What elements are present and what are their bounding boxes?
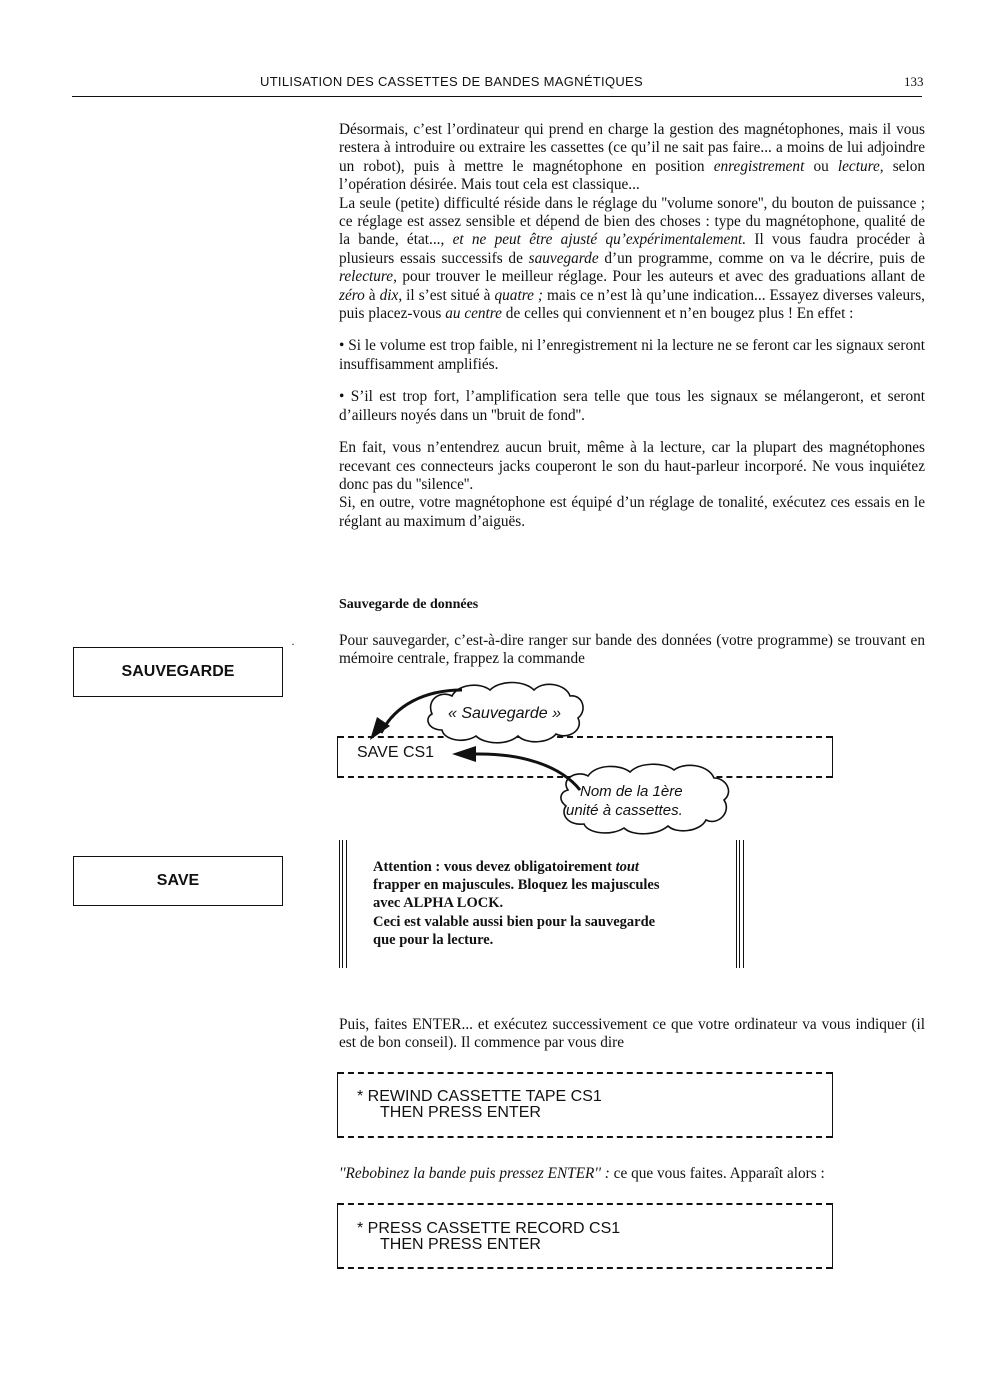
screen2-line1: * PRESS CASSETTE RECORD CS1 [357, 1220, 621, 1237]
warning-text: Attention : vous devez obligatoirement tout frapper en majuscules. Bloquez les majuscules avec ALPHA LOCK. Ceci est valable aussi bien pour la sauvegarde que pour la lecture. [373, 859, 660, 948]
sidebar-box-save: SAVE [73, 856, 283, 906]
intro-paragraph-3: En fait, vous n’entendrez aucun bruit, même à la lecture, car la plupart des magnétophones recevant ces connecteurs jacks couperont le son du haut-parleur incorporé. Ne vous inquiétez donc pas du ''silence''. [339, 439, 925, 493]
warning-right-bar [736, 840, 744, 968]
screen1-line1: * REWIND CASSETTE TAPE CS1 [357, 1088, 602, 1105]
arrowhead-1 [370, 717, 390, 740]
screen2-line2: THEN PRESS ENTER [380, 1236, 541, 1253]
page-number: 133 [904, 74, 924, 89]
intro-paragraph-4: Si, en outre, votre magnétophone est équipé d’un réglage de tonalité, exécutez ces essais en le réglant au maximum d’aiguës. [339, 494, 925, 530]
intro-paragraph-2: La seule (petite) difficulté réside dans le réglage du ''volume sonore'', du bouton de puissance ; ce réglage est assez sensible et dépend de bien des choses : type du magnétophone, qualité de la bande, état..., et ne peut être ajusté qu’expérimentalement. Il vous faudra procéder à plusieurs essais successifs de sauvegarde d’un programme, comme on va le décrire, puis de relecture, pour trouver le meilleur réglage. Pour les auteurs et avec des graduations allant de zéro à dix, il s’est situé à quatre ; mais ce n’est là qu’une indication... Essayez diverses valeurs, puis placez-vous au centre de celles qui conviennent et n’en bougez plus ! En effet : [339, 194, 926, 323]
screen1-line2: THEN PRESS ENTER [380, 1104, 541, 1121]
command-text: SAVE CS1 [357, 744, 435, 761]
sidebar-box-sauvegarde: SAUVEGARDE [73, 647, 283, 697]
bubble-label-line1: Nom de la 1ère [580, 783, 683, 800]
intro-paragraph-1: Désormais, c’est l’ordinateur qui prend en charge la gestion des magnétophones, mais il vous restera à introduire ou extraire les cassettes (ce qu’il ne sait pas faire... a moins de lui adjoindre un robot), puis à mettre le magnétophone en position enregistrement ou lecture, selon l’opération désirée. Mais tout cela est classique... [339, 121, 925, 194]
margin-dot: · [291, 637, 295, 651]
section-paragraph-1: Pour sauvegarder, c’est-à-dire ranger sur bande des données (votre programme) se trouvant en mémoire centrale, frappez la commande [339, 632, 925, 668]
section-paragraph-2: Puis, faites ENTER... et exécutez successivement ce que votre ordinateur va vous indiquer (il est de bon conseil). Il commence par vous dire [339, 1016, 925, 1052]
bullet-item: • Si le volume est trop faible, ni l’enregistrement ni la lecture ne se feront car les signaux seront insuffisamment amplifiés. [339, 337, 925, 373]
section-paragraph-3: ''Rebobinez la bande puis pressez ENTER'' : ce que vous faites. Apparaît alors : [339, 1165, 825, 1182]
warning-left-bar [339, 840, 347, 968]
section-heading: Sauvegarde de données [339, 597, 479, 612]
running-header: UTILISATION DES CASSETTES DE BANDES MAGNÉTIQUES [260, 74, 643, 89]
bullet-item: • S’il est trop fort, l’amplification sera telle que tous les signaux se mélangeront, et seront d’ailleurs noyés dans un ''bruit de fond''. [339, 388, 925, 424]
arrow-to-cs1 [474, 754, 580, 790]
bubble-label-sauvegarde: « Sauvegarde » [448, 705, 561, 722]
arrowhead-2 [452, 746, 476, 762]
warning-box [339, 840, 744, 968]
bubble-label-line2: unité à cassettes. [566, 802, 683, 819]
